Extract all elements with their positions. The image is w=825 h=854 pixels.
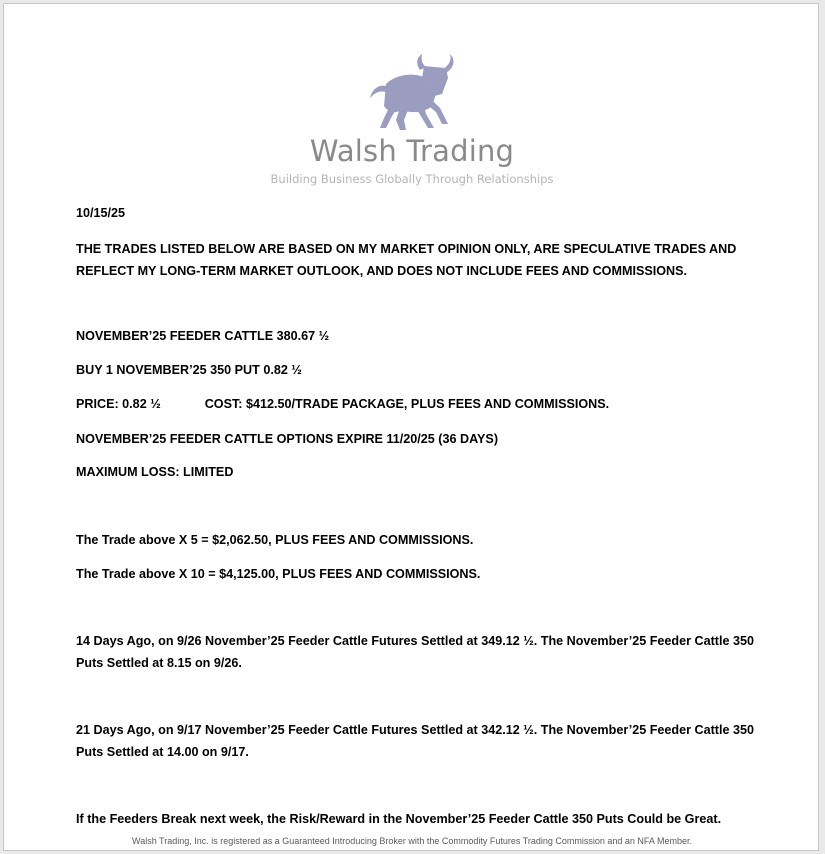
bull-icon (366, 54, 462, 132)
closing-line: If the Feeders Break next week, the Risk/Reward in the November’25 Feeder Cattle 350 Puts Could be Great. (76, 812, 722, 826)
date: 10/15/25 (76, 206, 126, 220)
max-loss: MAXIMUM LOSS: LIMITED (76, 465, 234, 479)
disclaimer: THE TRADES LISTED BELOW ARE BASED ON MY MARKET OPINION ONLY, ARE SPECULATIVE TRADES AND REFLECT MY LONG-TERM MARKET OUTLOOK, AND DOES NOT INCLUDE FEES AND COMMISSIONS. (76, 242, 737, 278)
history-14-days: 14 Days Ago, on 9/26 November’25 Feeder Cattle Futures Settled at 349.12 ½. The November’25 Feeder Cattle 350 Puts Settled at 8.15 on 9/26. (76, 634, 755, 670)
cost: COST: $412.50/TRADE PACKAGE, PLUS FEES AND COMMISSIONS. (204, 397, 610, 411)
logo (4, 54, 820, 194)
futures-line: NOVEMBER’25 FEEDER CATTLE 380.67 ½ (76, 329, 330, 343)
price: PRICE: 0.82 ½ (76, 397, 161, 411)
trade-x10: The Trade above X 10 = $4,125.00, PLUS FEES AND COMMISSIONS. (76, 567, 481, 581)
footer-disclosure: Walsh Trading, Inc. is registered as a Guaranteed Introducing Broker with the Commodity Futures Trading Commission and an NFA Member. (132, 836, 692, 846)
history-21-days: 21 Days Ago, on 9/17 November’25 Feeder Cattle Futures Settled at 342.12 ½. The November’25 Feeder Cattle 350 Puts Settled at 14.00 on 9/17. (76, 723, 755, 759)
brand-name: Walsh Trading (309, 134, 515, 168)
price-cost-line (76, 393, 609, 415)
document-page (3, 3, 819, 851)
brand-tagline: Building Business Globally Through Relationships (270, 172, 554, 186)
trade-x5: The Trade above X 5 = $2,062.50, PLUS FEES AND COMMISSIONS. (76, 533, 474, 547)
expire-line: NOVEMBER’25 FEEDER CATTLE OPTIONS EXPIRE 11/20/25 (36 DAYS) (76, 432, 499, 446)
buy-line: BUY 1 NOVEMBER’25 350 PUT 0.82 ½ (76, 363, 302, 377)
